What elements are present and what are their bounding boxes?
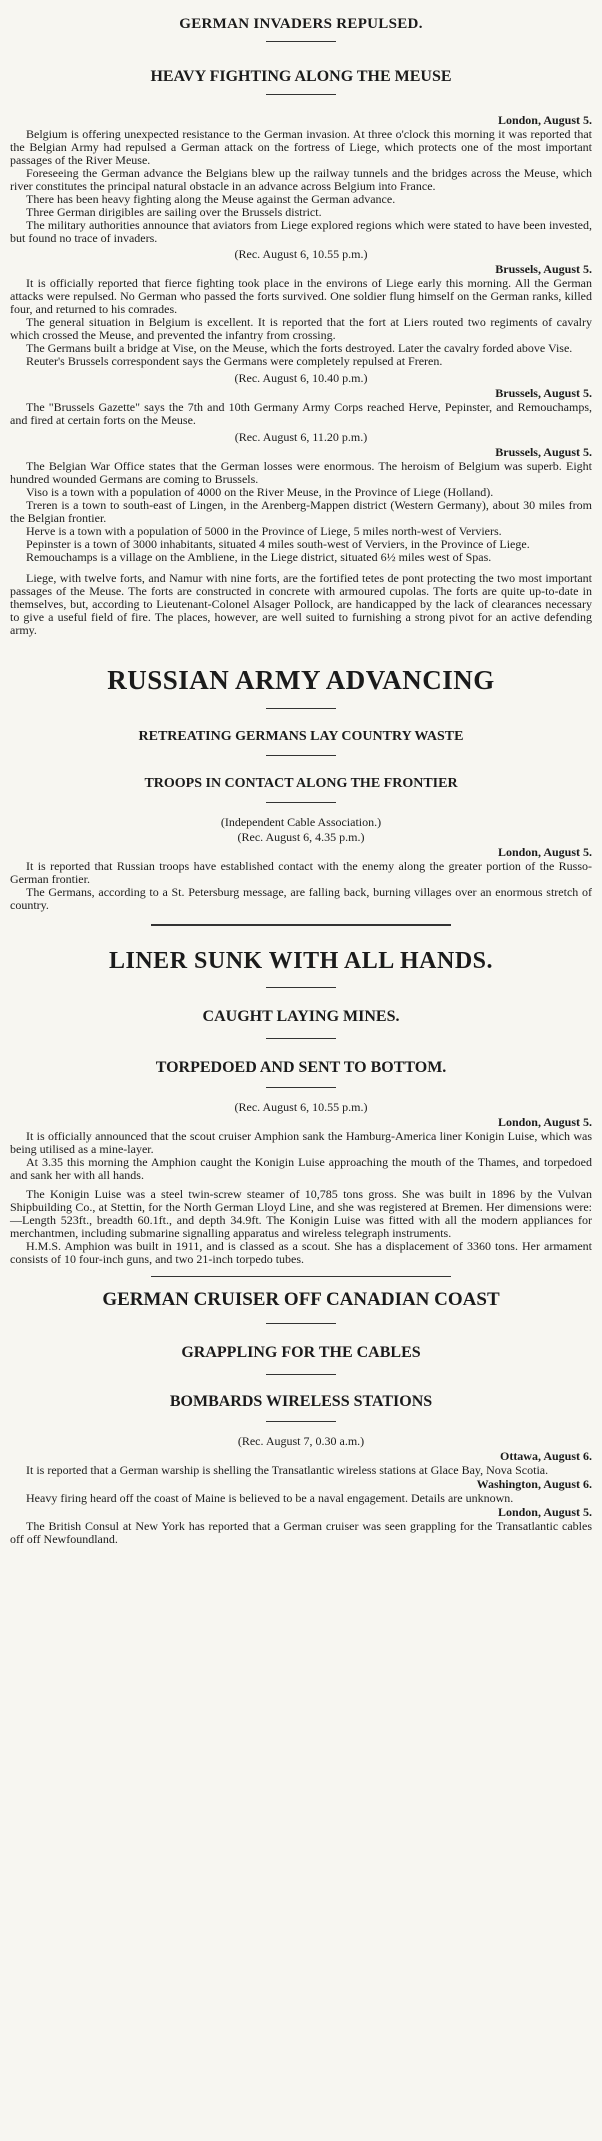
paragraph: It is officially announced that the scout cruiser Amphion sank the Hamburg-America liner Konigin Luise, which was being utilised as a mine-layer. [10,1129,592,1156]
received-note: (Rec. August 6, 4.35 p.m.) [237,830,365,844]
paragraph: There has been heavy fighting along the Meuse against the German advance. [26,192,396,206]
divider [266,802,336,803]
paragraph: Heavy firing heard off the coast of Maine is believed to be a naval engagement. Details are unknown. [26,1491,514,1505]
dateline: London, August 5. [497,1115,592,1129]
divider [266,987,336,988]
paragraph: Reuter's Brussels correspondent says the Germans were completely repulsed at Freren. [26,354,443,368]
article-subheadline: TROOPS IN CONTACT ALONG THE FRONTIER [144,776,458,791]
received-note: (Rec. August 6, 10.40 p.m.) [234,371,368,385]
received-note: (Rec. August 6, 10.55 p.m.) [234,247,368,261]
paragraph: Treren is a town to south-east of Lingen, in the Arenberg-Mappen district (Western Germany), about 30 miles from the Belgian frontier. [10,498,592,525]
divider [266,708,336,709]
divider [266,94,336,95]
article-headline: RUSSIAN ARMY ADVANCING [107,665,495,695]
paragraph: The Konigin Luise was a steel twin-screw steamer of 10,785 tons gross. She was built in 1896 by the Vulvan Shipbuilding Co., at Stettin, for the North German Lloyd Line, and she was registered at Bremen. Her dimensions were:—Length 523ft., breadth 60.1ft., and depth 34.9ft. The Konigin Luise was fitted with all the modern appliances for merchantmen, including submarine signalling apparatus and wireless telegraph instruments. [10,1187,592,1240]
dateline: Brussels, August 5. [495,445,592,459]
divider [266,1374,336,1375]
paragraph: The "Brussels Gazette" says the 7th and 10th Germany Army Corps reached Herve, Pepinster, and Remouchamps, and fired at certain forts on the Meuse. [10,400,592,427]
dateline: London, August 5. [497,113,592,127]
paragraph: The Germans, according to a St. Petersburg message, are falling back, burning villages over an enormous stretch of country. [10,885,592,912]
article-subheadline: BOMBARDS WIRELESS STATIONS [169,1393,433,1410]
article-subheadline: GRAPPLING FOR THE CABLES [181,1344,421,1361]
paragraph: Belgium is offering unexpected resistance to the German invasion. At three o'clock this morning it was reported that the Belgian Army had repulsed a German attack on the fortress of Liege, which protects one of the most important passages of the River Meuse. [10,127,592,167]
paragraph: Remouchamps is a village on the Ambliene, in the Liege district, situated 6½ miles west of Spas. [26,550,492,564]
divider [266,1421,336,1422]
article-subheadline: RETREATING GERMANS LAY COUNTRY WASTE [138,729,464,744]
paragraph: It is reported that Russian troops have established contact with the enemy along the greater portion of the Russo-German frontier. [10,859,592,886]
article-german-cruiser [10,1277,592,1546]
divider [266,1038,336,1039]
article-subheadline: TORPEDOED AND SENT TO BOTTOM. [155,1059,447,1076]
dateline: Brussels, August 5. [495,386,592,400]
divider [266,1087,336,1088]
paragraph: Herve is a town with a population of 5000 in the Province of Liege, 5 miles north-west of Verviers. [26,524,502,538]
article-subheadline: HEAVY FIGHTING ALONG THE MEUSE [150,68,452,85]
paragraph: The Belgian War Office states that the German losses were enormous. The heroism of Belgium was superb. Eight hundred wounded Germans are coming to Brussels. [10,459,592,486]
paragraph: At 3.35 this morning the Amphion caught the Konigin Luise approaching the mouth of the Thames, and torpedoed and sank her with all hands. [10,1155,592,1182]
paragraph: Foreseeing the German advance the Belgians blew up the railway tunnels and the bridges across the Meuse, which river constitutes the principal natural obstacle in an advance across Belgium into France. [10,166,592,193]
divider [266,755,336,756]
article-german-invaders [10,0,592,637]
paragraph: It is officially reported that fierce fighting took place in the environs of Liege early this morning. All the German attacks were repulsed. No German who passed the forts survived. One soldier flung himself on the German ranks, killed four, and returned to his comrades. [10,276,592,316]
paragraph: Liege, with twelve forts, and Namur with nine forts, are the fortified tetes de pont protecting the two most important passages of the Meuse. The forts are constructed in concrete with armoured cupolas. The forts are quite up-to-date in themselves, but, according to Lieutenant-Colonel Alsager Pollock, are handicapped by the lack of clearances necessary to give a useful field of fire. The places, however, are well suited to furnishing a strong pivot for an active defending army. [10,571,592,637]
paragraph: The Germans built a bridge at Vise, on the Meuse, which the forts destroyed. Later the cavalry forded above Vise. [26,341,573,355]
paragraph: The general situation in Belgium is excellent. It is reported that the fort at Liers routed two regiments of cavalry which crossed the Meuse, and prevented the infantry from crossing. [10,315,592,342]
article-headline: GERMAN CRUISER OFF CANADIAN COAST [102,1289,500,1310]
divider [266,1323,336,1324]
article-liner-sunk [10,926,592,1277]
dateline: Brussels, August 5. [495,262,592,276]
article-russian-army [10,637,592,926]
agency-note: (Independent Cable Association.) [220,815,382,829]
article-headline: LINER SUNK WITH ALL HANDS. [109,948,493,974]
received-note: (Rec. August 7, 0.30 a.m.) [237,1434,365,1448]
dateline: London, August 5. [497,1505,592,1519]
paragraph: The British Consul at New York has reported that a German cruiser was seen grappling for the Transatlantic cables off off Newfoundland. [10,1519,592,1546]
paragraph: Three German dirigibles are sailing over the Brussels district. [26,205,322,219]
paragraph: Viso is a town with a population of 4000 on the River Meuse, in the Province of Liege (Holland). [26,485,494,499]
article-subheadline: CAUGHT LAYING MINES. [202,1008,400,1025]
paragraph: H.M.S. Amphion was built in 1911, and is classed as a scout. She has a displacement of 3360 tons. Her armament consists of 10 four-inch guns, and two 21-inch torpedo tubes. [10,1239,592,1266]
dateline: Washington, August 6. [476,1477,592,1491]
divider [266,41,336,42]
received-note: (Rec. August 6, 10.55 p.m.) [234,1100,368,1114]
paragraph: It is reported that a German warship is shelling the Transatlantic wireless stations at Glace Bay, Nova Scotia. [26,1463,549,1477]
dateline: London, August 5. [497,845,592,859]
paragraph: Pepinster is a town of 3000 inhabitants, situated 4 miles south-west of Verviers, in the Province of Liege. [26,537,530,551]
paragraph: The military authorities announce that aviators from Liege explored regions which were stated to have been invested, but found no trace of invaders. [10,218,592,245]
article-headline: GERMAN INVADERS REPULSED. [179,16,423,32]
dateline: Ottawa, August 6. [499,1449,592,1463]
received-note: (Rec. August 6, 11.20 p.m.) [234,430,368,444]
